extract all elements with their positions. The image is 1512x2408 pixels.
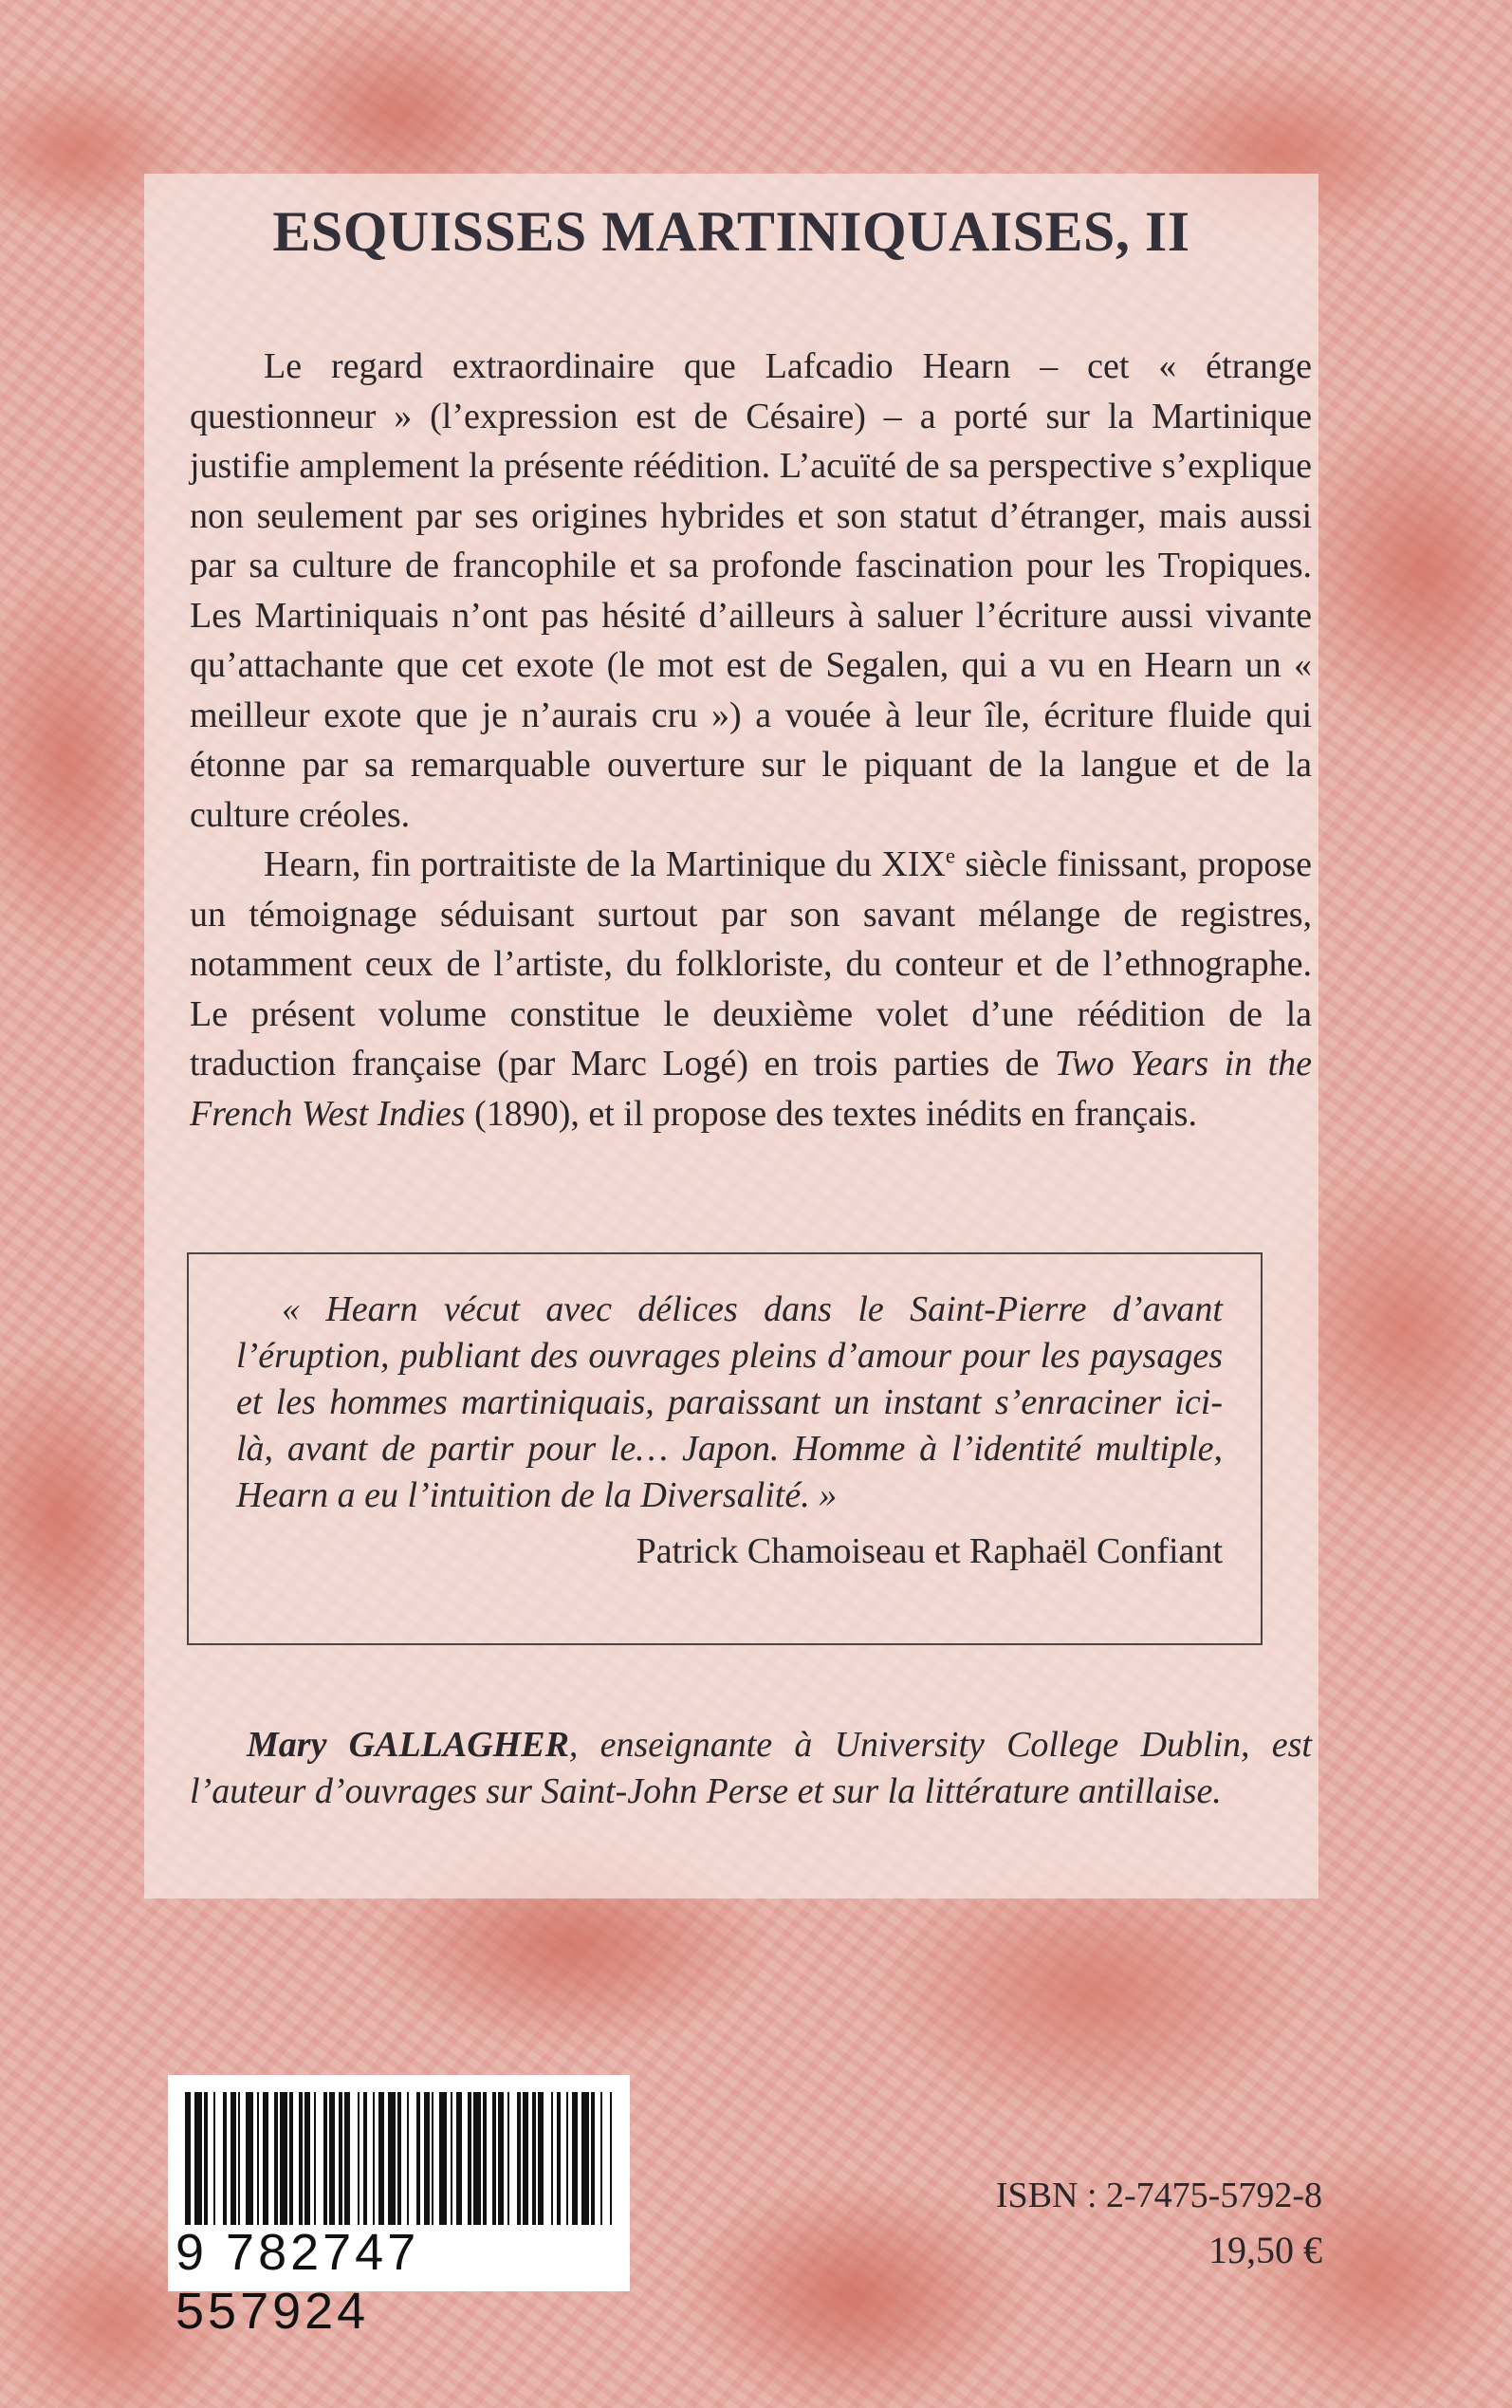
- barcode-bar: [557, 2092, 561, 2225]
- barcode-bar: [314, 2092, 316, 2225]
- barcode-bar: [230, 2092, 236, 2225]
- barcode-bar: [358, 2092, 360, 2225]
- barcode-bar: [194, 2092, 202, 2225]
- barcode-bar: [204, 2092, 208, 2225]
- price: 19,50 €: [1208, 2229, 1322, 2271]
- barcode-bar: [492, 2092, 496, 2225]
- barcode-bar: [388, 2092, 396, 2225]
- isbn: ISBN : 2-7475-5792-8: [995, 2176, 1322, 2215]
- paragraph-2-end: (1890), et il propose des textes inédits en français.: [465, 1093, 1197, 1134]
- barcode-bar: [498, 2092, 504, 2225]
- barcode-bar: [416, 2092, 420, 2225]
- book-title: ESQUISSES MARTINIQUAISES, II: [272, 200, 1190, 263]
- barcode-bar: [373, 2092, 375, 2225]
- barcode-bar: [299, 2092, 303, 2225]
- barcode-bar: [257, 2092, 259, 2225]
- paragraph-2-start: Hearn, fin portraitiste de la Martinique du XIX: [264, 844, 946, 884]
- barcode-bar: [424, 2092, 430, 2225]
- barcode-bar: [451, 2092, 452, 2225]
- barcode-bar: [600, 2092, 602, 2225]
- barcode-bar: [483, 2092, 487, 2225]
- barcode-bar: [274, 2092, 278, 2225]
- barcode-bar: [581, 2092, 589, 2225]
- barcode-bar: [238, 2092, 240, 2225]
- barcode-bar: [456, 2092, 462, 2225]
- barcode-bar: [572, 2092, 578, 2225]
- barcode-bar: [532, 2092, 536, 2225]
- paragraph-2-middle: siècle finissant, propose un témoignage séduisant surtout par son savant mélange de registres, notamment ceux de l’artiste, du folkloriste, du conteur et de l’ethnographe. Le présent volume constitue le deuxième volet d’une réédition de la traduction française (par Marc Logé) en trois parties de: [190, 844, 1312, 1084]
- barcode: [168, 2075, 630, 2340]
- barcode-bar: [329, 2092, 335, 2225]
- barcode-bar: [280, 2092, 287, 2225]
- barcode-bar: [378, 2092, 384, 2225]
- author-name: Mary GALLAGHER: [247, 1725, 569, 1765]
- century-superscript: e: [945, 843, 956, 868]
- barcode-bar: [344, 2092, 350, 2225]
- back-cover-description: [190, 342, 1312, 1139]
- quote-author: Patrick Chamoiseau et Raphaël Confiant: [636, 1531, 1223, 1571]
- barcode-bar: [517, 2092, 521, 2225]
- barcode-bar: [223, 2092, 227, 2225]
- barcode-bar: [246, 2092, 253, 2225]
- barcode-bars: [185, 2092, 612, 2225]
- barcode-bar: [304, 2092, 310, 2225]
- barcode-bar: [507, 2092, 509, 2225]
- barcode-bar: [610, 2092, 612, 2225]
- barcode-bar: [397, 2092, 401, 2225]
- barcode-bar: [523, 2092, 528, 2225]
- barcode-bar: [551, 2092, 553, 2225]
- author-bio: [190, 1722, 1312, 1815]
- barcode-bar: [363, 2092, 367, 2225]
- description-paragraph-2: [190, 840, 1312, 1139]
- barcode-bar: [263, 2092, 268, 2225]
- author-bio-text: , enseignante à University College Dublin, est l’auteur d’ouvrages sur Saint-John Perse et sur la littérature antillaise.: [190, 1725, 1312, 1811]
- barcode-bar: [538, 2092, 544, 2225]
- quote-box: [187, 1252, 1263, 1645]
- barcode-bar: [407, 2092, 409, 2225]
- barcode-bar: [591, 2092, 595, 2225]
- barcode-bar: [289, 2092, 293, 2225]
- quote-text: « Hearn vécut avec délices dans le Saint-Pierre d’avant l’éruption, publiant des ouvrages pleins d’amour pour les paysages et les hommes martiniquais, paraissant un instant s’enraciner ici-là, avant de partir pour le… Japon. Homme à l’identité multiple, Hearn a eu l’intuition de la Diversalité. »: [236, 1289, 1223, 1515]
- barcode-bar: [468, 2092, 471, 2225]
- barcode-bar: [323, 2092, 327, 2225]
- barcode-bar: [339, 2092, 342, 2225]
- barcode-bar: [473, 2092, 481, 2225]
- barcode-bar: [566, 2092, 568, 2225]
- original-title: Two Years in the French West Indies: [190, 1044, 1313, 1134]
- barcode-digits: 9 782747 557924: [175, 2224, 420, 2340]
- description-paragraph-1: Le regard extraordinaire que Lafcadio Hearn – cet « étrange questionneur » (l’expression est de Césaire) – a porté sur la Martinique justifie amplement la présente réédition. L’acuïté de sa perspective s’explique non seulement par ses origines hybrides et son statut d’étranger, mais aussi par sa culture de francophile et sa profonde fascination pour les Tropiques. Les Martiniquais n’ont pas hésité d’ailleurs à saluer l’écriture aussi vivante qu’attachante que cet exote (le mot est de Segalen, qui a vu en Hearn un « meilleur exote que je n’aurais cru ») a vouée à leur île, écriture fluide qui étonne par sa remarquable ouverture sur le piquant de la langue et de la culture créoles.: [190, 346, 1312, 835]
- barcode-bar: [185, 2092, 191, 2225]
- barcode-bar: [213, 2092, 215, 2225]
- barcode-bar: [439, 2092, 447, 2225]
- barcode-bar: [432, 2092, 433, 2225]
